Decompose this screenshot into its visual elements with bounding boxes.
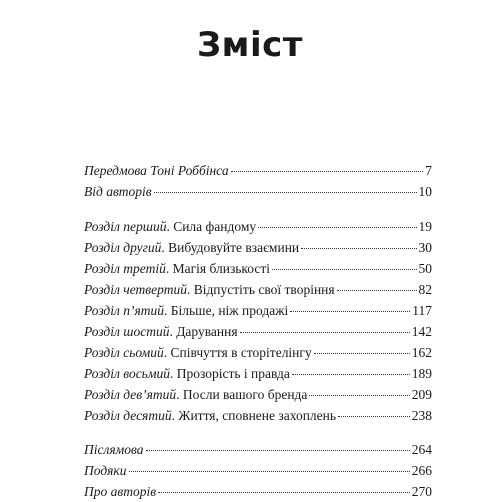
page-number: 189 <box>411 366 432 381</box>
page-number: 142 <box>411 324 432 339</box>
page-number: 82 <box>418 282 432 297</box>
toc-entry-from-authors <box>84 181 432 202</box>
dot-leader <box>292 374 410 375</box>
entry-label: Розділ третій <box>84 261 166 276</box>
page-number: 117 <box>412 303 432 318</box>
chapter-name: Посли вашого бренда <box>182 387 308 402</box>
toc-entry-chapter-4 <box>84 279 432 300</box>
entry-label: Розділ сьомий <box>84 345 164 360</box>
chapter-name: Вибудовуйте взаємини <box>168 240 300 255</box>
toc-front-matter <box>84 160 432 202</box>
entry-label: Розділ другий <box>84 240 162 255</box>
entry-title: Розділ восьмий. Прозорість і правда <box>84 366 290 381</box>
entry-title <box>84 160 229 181</box>
dot-leader <box>338 416 410 417</box>
entry-title <box>84 439 144 460</box>
entry-title: Розділ шостий. Дарування <box>84 324 238 339</box>
chapter-name: Сила фандому <box>173 219 257 234</box>
page-number: 266 <box>411 463 432 478</box>
toc-entry-chapter-1 <box>84 216 432 237</box>
entry-label: Розділ восьмий <box>84 366 170 381</box>
entry-label: Розділ п’ятий <box>84 303 165 318</box>
entry-label: Від авторів <box>84 184 152 199</box>
entry-title: Розділ п’ятий. Більше, ніж продажі <box>84 303 289 318</box>
toc-entry-chapter-2 <box>84 237 432 258</box>
entry-label: Розділ четвертий <box>84 282 187 297</box>
dot-leader <box>240 332 410 333</box>
entry-title: Розділ сьомий. Співчуття в сторітелінгу <box>84 345 312 360</box>
toc-entry-chapter-3 <box>84 258 432 279</box>
entry-label: Розділ перший <box>84 219 167 234</box>
entry-label: Передмова Тоні Роббінса <box>84 163 229 178</box>
toc-entry-chapter-9 <box>84 384 432 405</box>
toc-back-matter <box>84 439 432 502</box>
entry-label: Розділ десятий <box>84 408 172 423</box>
page-number: 7 <box>425 163 432 178</box>
dot-leader <box>129 471 410 472</box>
dot-leader <box>272 269 416 270</box>
page-number: 50 <box>418 261 432 276</box>
entry-label: Подяки <box>84 463 127 478</box>
page-number: 19 <box>418 219 432 234</box>
entry-title <box>84 481 156 502</box>
toc-entry-acknowledgements <box>84 460 432 481</box>
chapter-name: Співчуття в сторітелінгу <box>170 345 312 360</box>
chapter-name: Відпустіть свої творіння <box>193 282 335 297</box>
toc-chapters <box>84 216 432 426</box>
dot-leader <box>154 192 417 193</box>
chapter-name: Магія близькості <box>172 261 271 276</box>
toc-entry-chapter-5 <box>84 300 432 321</box>
entry-title: Розділ дев’ятий. Посли вашого бренда <box>84 387 308 402</box>
page-title: Зміст <box>197 24 303 65</box>
toc-entry-about-authors <box>84 481 432 502</box>
chapter-name: Більше, ніж продажі <box>170 303 289 318</box>
dot-leader <box>258 227 416 228</box>
entry-title: Розділ другий. Вибудовуйте взаємини <box>84 240 300 255</box>
page-number: 162 <box>411 345 432 360</box>
toc-entry-chapter-10 <box>84 405 432 426</box>
chapter-name: Прозорість і правда <box>176 366 290 381</box>
toc-entry-foreword <box>84 160 432 181</box>
dot-leader <box>146 450 410 451</box>
dot-leader <box>337 290 417 291</box>
entry-title <box>84 460 127 481</box>
dot-leader <box>158 492 410 493</box>
toc-entry-chapter-7 <box>84 342 432 363</box>
page-number: 30 <box>418 240 432 255</box>
page-number: 209 <box>411 387 432 402</box>
entry-label: Розділ шостий <box>84 324 170 339</box>
chapter-name: Життя, сповнене захоплень <box>178 408 337 423</box>
entry-title: Розділ четвертий. Відпустіть свої творіння <box>84 282 335 297</box>
entry-title: Розділ перший. Сила фандому <box>84 219 257 234</box>
toc-entry-chapter-8 <box>84 363 432 384</box>
dot-leader <box>309 395 409 396</box>
entry-label: Про авторів <box>84 484 157 499</box>
page-number: 264 <box>411 442 432 457</box>
entry-title: Розділ десятий. Життя, сповнене захоплень <box>84 408 337 423</box>
page-number: 270 <box>411 484 432 499</box>
page-number: 10 <box>418 184 432 199</box>
entry-title <box>84 181 152 202</box>
entry-label: Післямова <box>84 442 144 457</box>
toc-entry-afterword <box>84 439 432 460</box>
dot-leader <box>301 248 416 249</box>
entry-label: Розділ дев’ятий <box>84 387 177 402</box>
dot-leader <box>231 171 424 172</box>
toc-entry-chapter-6 <box>84 321 432 342</box>
dot-leader <box>314 353 410 354</box>
dot-leader <box>290 311 410 312</box>
entry-title: Розділ третій. Магія близькості <box>84 261 271 276</box>
chapter-name: Дарування <box>176 324 238 339</box>
page-number: 238 <box>411 408 432 423</box>
